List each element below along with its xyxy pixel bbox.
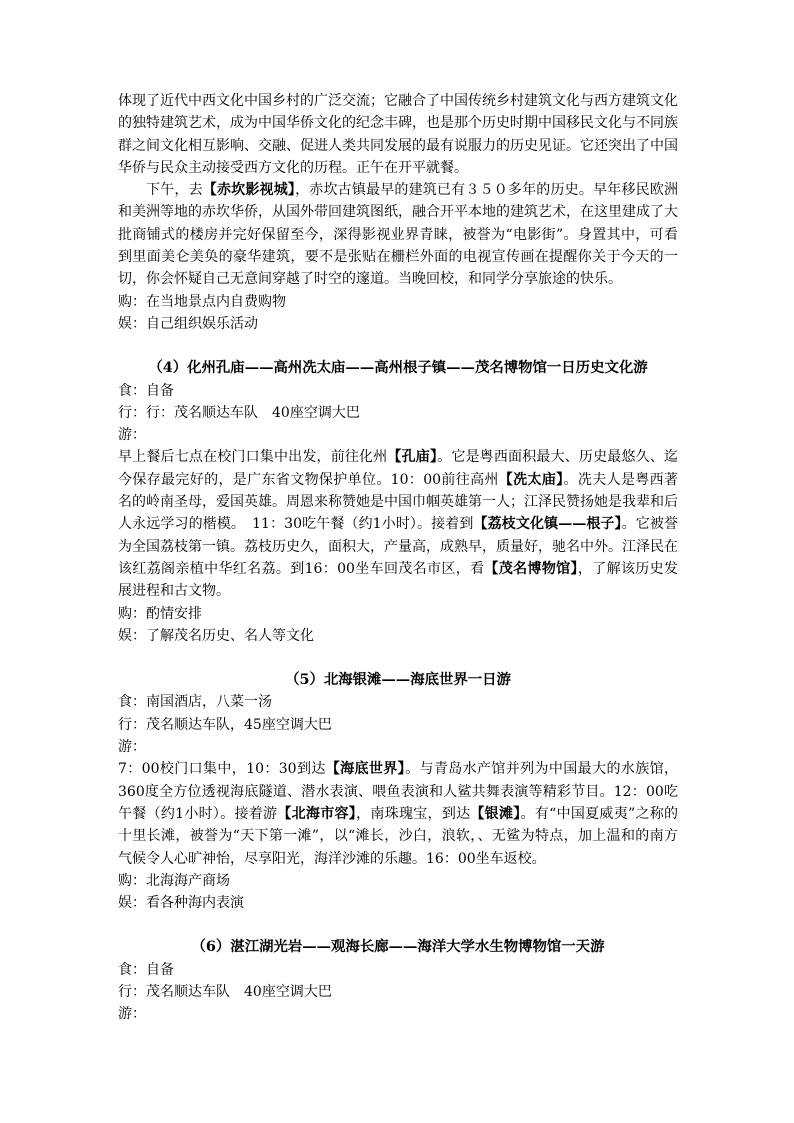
intro-shopping: 购：在当地景点内自费购物 <box>118 293 286 310</box>
section-5-text-1: 7：00校门口集中，10：30到达 <box>118 761 326 778</box>
section-6-tour-label: 游： <box>118 1006 146 1023</box>
xiantai-temple: 【冼太庙】 <box>498 471 564 488</box>
section-5-text-3: ，南珠瑰宝，到达 <box>356 805 471 822</box>
section-4-text-4: 。它被誉为全国荔枝第一镇。荔枝历史久，面积大，产量高，成熟早，质量好，驰名中外。江泽民在该红荔阁亲植中华红名荔。到16：00坐车回茂名市区，看 <box>118 516 679 577</box>
intro-entertainment: 娱：自己组织娱乐活动 <box>118 315 258 332</box>
section-6-title: （6）湛江湖光岩——观海长廊——海洋大学水生物博物馆一天游 <box>191 938 605 956</box>
intro-paragraph: 体现了近代中西文化中国乡村的广泛交流；它融合了中国传统乡村建筑文化与西方建筑文化的独特建筑艺术，成为中国华侨文化的纪念丰碑，也是那个历史时期中国移民文化与不同族群之间文化相互影响、交融、促进人类共同发展的最有说服力的历史见证。它还突出了中国华侨与民众主动接受西方文化的历程。正午在开平就餐。 <box>118 93 678 176</box>
section-6-travel: 行：茂名顺达车队 40座空调大巴 <box>118 983 332 1000</box>
section-5-text-2: 。与青岛水产馆并列为中国最大的水族馆，360度全方位透视海底隧道、潜水表演、喂鱼表演和人鲨共舞表演等精彩节目。12：00吃午餐（约1小时）。接着游 <box>118 761 678 822</box>
section-5-food: 食：南国酒店，八菜一汤 <box>118 694 272 711</box>
document-page <box>118 90 678 1026</box>
section-4-text-5: ，了解该历史发展进程和古文物。 <box>118 560 678 600</box>
section-4-body <box>118 446 678 602</box>
chikan-text-c: ，赤坎古镇最早的建筑已有３５０多年的历史。早年移民欧洲和美洲等地的赤坎华侨，从国外带回建筑图纸，融合开平本地的建筑艺术，在这里建成了大批商铺式的楼房并完好保留至今，深得影视业界青睐，被誉为“电影街”。身置其中，可看到里面美仑美奂的豪华建筑，要不是张贴在栅栏外面的电视宣传画在提醒你关于今天的一切，你会怀疑自己无意间穿越了时空的邃道。当晚回校，和同学分享旅途的快乐。 <box>118 182 679 288</box>
spacer <box>118 647 678 669</box>
chikan-paragraph <box>118 179 678 290</box>
lychee-town: 【荔枝文化镇——根子】 <box>473 516 622 533</box>
section-5-tour-label: 游： <box>118 739 146 756</box>
section-5-body <box>118 758 678 869</box>
section-4-title: （4）化州孔庙——高州冼太庙——高州根子镇——茂名博物馆一日历史文化游 <box>148 359 648 377</box>
underwater-world: 【海底世界】 <box>325 761 406 778</box>
section-4-entertainment: 娱：了解茂名历史、名人等文化 <box>118 627 314 644</box>
spacer <box>118 335 678 357</box>
maoming-museum: 【茂名博物馆】 <box>484 560 578 577</box>
spacer <box>118 914 678 936</box>
silver-beach: 【银滩】 <box>470 805 521 822</box>
section-5-title: （5）北海银滩——海底世界一日游 <box>285 671 511 689</box>
section-4-shopping: 购：酌情安排 <box>118 605 202 622</box>
section-4-text-1: 早上餐后七点在校门口集中出发，前往化州 <box>118 449 388 466</box>
chikan-film-city: 【赤坎影视城】 <box>202 182 296 199</box>
section-4-text-3: 。冼夫人是粤西著名的岭南圣母，爱国英雄。周恩来称赞她是中国巾帼英雄第一人；江泽民赞扬她是我辈和后人永远学习的楷模。 11：30吃午餐（约1小时）。接着到 <box>118 471 679 533</box>
beihai-city: 【北海市容】 <box>277 805 357 822</box>
section-4-food: 食：自备 <box>118 382 174 399</box>
chikan-text-a: 下午，去 <box>146 182 203 199</box>
section-4-travel: 行：行：茂名顺达车队 40座空调大巴 <box>118 404 360 421</box>
section-5-text-4: 。有“中国夏威夷”之称的十里长滩，被誉为“天下第一滩”，以“滩长，沙白，浪软，、无鲨为特点，加上温和的南方气候令人心旷神怡，尽享阳光，海洋沙滩的乐趣。16：00坐车返校。 <box>118 805 679 867</box>
section-5-shopping: 购：北海海产商场 <box>118 872 230 889</box>
section-4-tour-label: 游： <box>118 427 146 444</box>
confucius-temple: 【孔庙】 <box>387 449 438 466</box>
section-4-text-2: 。它是粤西面积最大、历史最悠久、迄今保存最完好的，是广东省文物保护单位。10：00前往高州 <box>118 449 679 488</box>
section-6-food: 食：自备 <box>118 961 174 978</box>
section-5-entertainment: 娱：看各种海内表演 <box>118 895 244 912</box>
section-5-travel: 行：茂名顺达车队，45座空调大巴 <box>118 716 332 733</box>
